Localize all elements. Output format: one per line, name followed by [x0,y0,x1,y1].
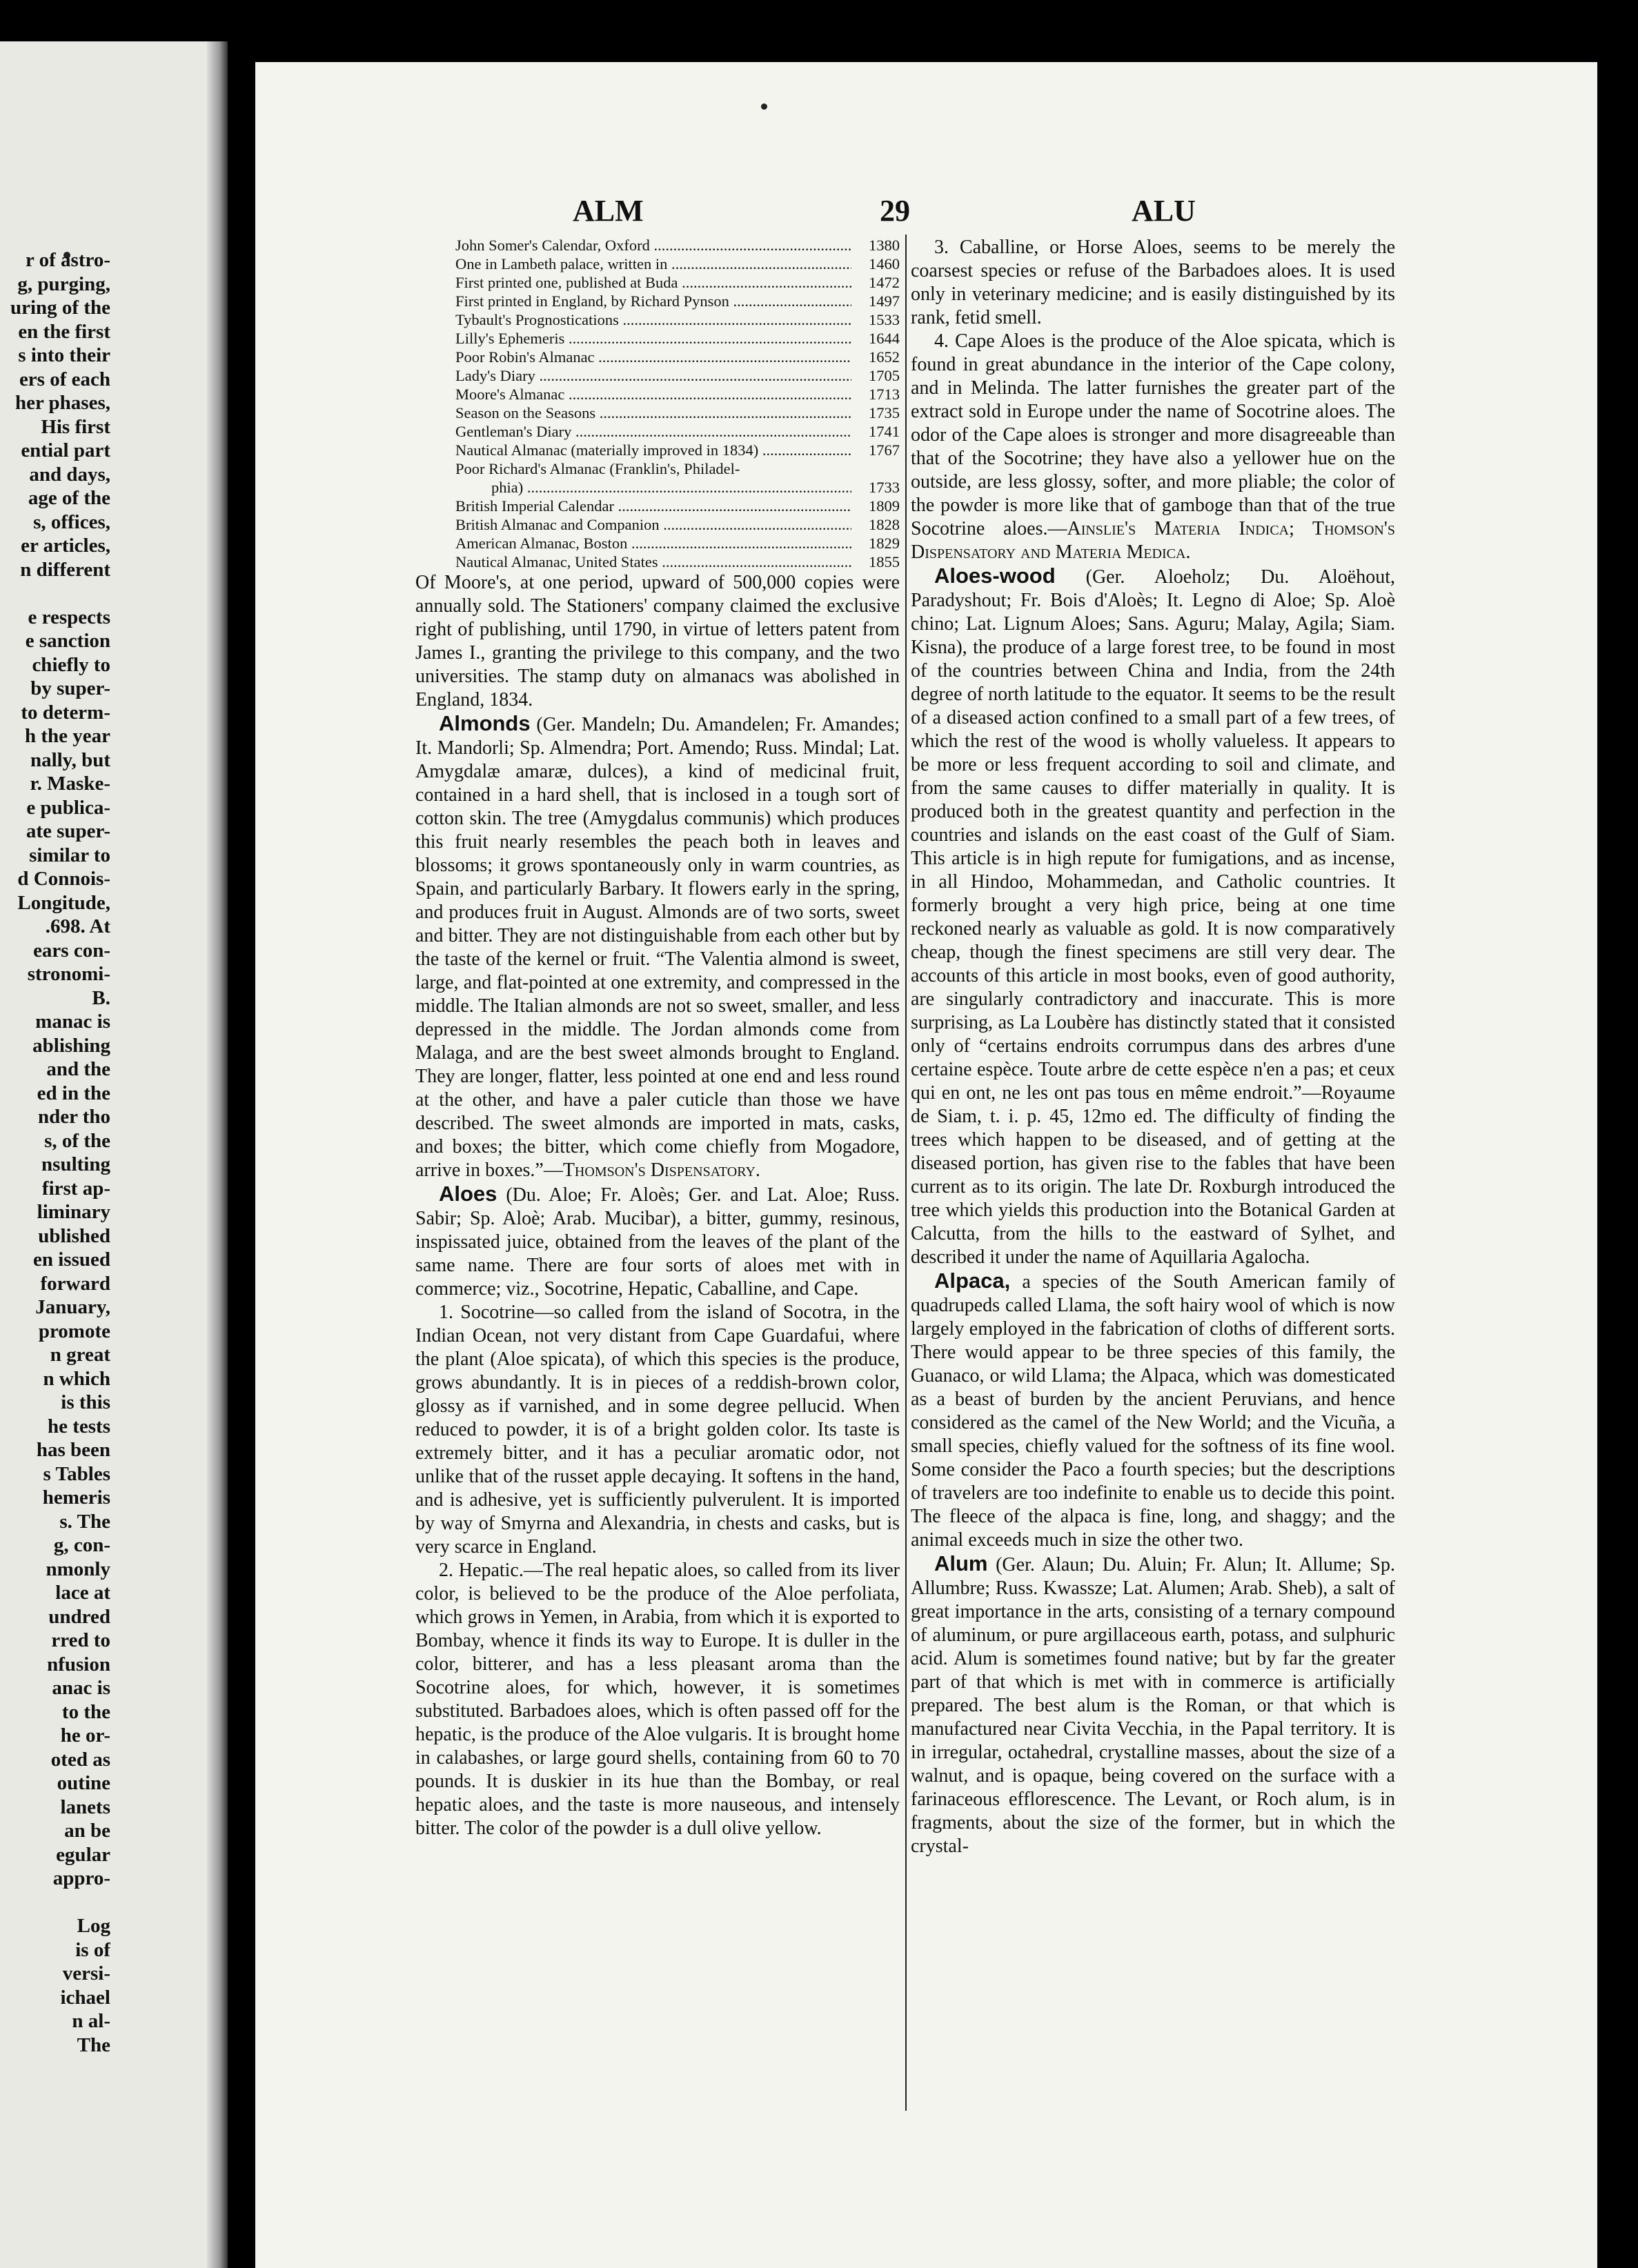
adjacent-page-sliver [0,41,228,2268]
aloes-cape [911,330,1395,564]
fragment-line: s Tables [43,1462,110,1485]
fragment-line: n different [20,558,110,581]
entry-body: (Ger. Alaun; Du. Aluin; Fr. Alun; It. Allume; Sp. Allumbre; Russ. Kwassze; Lat. Alumen; Arab. Sheb), a salt of great importance in the arts, consisting of a ternary compound of aluminum, or pure argillaceous earth, potass, and sulphuric acid. Alum is sometimes found native; but by far the greater part of that which is met with in commerce is artificially prepared. The best alum is the Roman, or that which is manufactured near Civita Vecchia, in the Papal territory. It is in irregular, octahedral, crystalline masses, about the size of a walnut, and is opaque, being covered on the surface with a farinaceous efflorescence. The Levant, or Roch alum, is in fragments, about the size of the former, but in which the crystal- [911,1554,1396,1857]
fragment-line: liminary [37,1201,110,1223]
left-column [415,236,900,1840]
fragment-line: hemeris [42,1486,110,1509]
entry-aloes [415,1182,900,1301]
entry-alpaca [911,1269,1395,1552]
fragment-line: g, con- [53,1534,110,1556]
entry-aloes-wood [911,564,1395,1269]
entry-alum [911,1552,1395,1858]
almanac-title: Nautical Almanac, United States ..... [455,553,851,571]
fragment-line: nmonly [46,1558,110,1580]
almanac-row [415,404,900,422]
entry-heading: Alum [934,1551,988,1575]
fragment-line: His first [41,415,110,438]
entry-body: 4. Cape Aloes is the produce of the Aloe spicata, which is found in great abundance in the interior of the Cape colony, and in Melinda. The latter furnishes the greater part of the extract sold in Europe under the name of Socotrine aloes. The odor of the Cape aloes is stronger and more disagreeable than that of the Socotrine; they have also a yellower hue on the outside, are less glossy, softer, and more pliable; the color of the powder is more like that of gamboge than that of the true Socotrine aloes.— [911,330,1395,539]
almanac-row [415,273,900,292]
entry-body: a species of the South American family of quadrupeds called Llama, the soft hairy wool of which is now largely employed in the fabrication of cloths of different sorts. There would appear to be three species of this family, the Guanaco, or wild Llama; the Alpaca, which was domesticated as a beast of burden by the ancient Peruvians, and hence considered as the camel of the New World; and the Vicuña, a small species, chiefly valued for the softness of its fine wool. Some consider the Paco a fourth species; but the descriptions of travelers are too indefinite to enable us to decide this point. The fleece of the alpaca is fine, long, and shaggy; and the animal exceeds much in size the other two. [911,1271,1396,1551]
almanac-year: 1497 [869,292,900,310]
fragment-line: nally, but [30,748,110,771]
column-rule [905,235,907,2111]
almanac-title: American Almanac, Boston ..... [455,534,851,553]
fragment-line: he or- [60,1724,110,1747]
almanac-year: 1705 [869,367,900,384]
entry-almonds [415,712,900,1182]
fragment-line: r of astro- [26,249,110,271]
fragment-line: ichael [60,1986,110,2009]
fragment-line: n al- [72,2010,110,2032]
fragment-line: ublished [38,1224,110,1247]
page-number: 29 [880,194,910,228]
fragment-line: ed in the [37,1082,110,1104]
running-header [255,193,1597,235]
almanac-row [415,422,900,441]
fragment-line: is of [75,1938,110,1961]
almanac-year: 1741 [869,423,900,440]
fragment-line: en issued [32,1249,110,1271]
fragment-line: her phases, [14,392,110,414]
fragment-line: nder tho [37,1106,110,1128]
almanac-year: 1733 [869,479,900,496]
almanac-year: 1472 [869,274,900,291]
entry-source: Thomson's Dispensatory. [562,1160,760,1181]
fragment-line: lanets [60,1796,110,1818]
fragment-line: to determ- [21,701,110,724]
almanac-year: 1767 [869,441,900,459]
fragment-line: age of the [28,487,110,509]
fragment-line: an be [64,1820,110,1842]
fragment-line: r. Maske- [30,773,110,795]
almanac-title: Tybault's Prognostications ..... [455,310,851,329]
almanac-title: Nautical Almanac (materially improved in 1834) ..... [455,441,851,459]
aloes-socotrine: 1. Socotrine—so called from the island of Socotra, in the Indian Ocean, not very distant from Cape Guardafui, where the plant (Aloe spicata), of which this species is the produce, grows abundantly. It is in pieces of a reddish-brown color, glossy as if varnished, and in some degree pellucid. When reduced to powder, it is of a bright golden color. Its taste is extremely bitter, and it has a peculiar aromatic odor, not unlike that of the russet apple decaying. It softens in the hand, and is adhesive, yet is sufficiently pulverulent. It is imported by way of Smyrna and Alexandria, in chests and casks, but is very scarce in England. [415,1302,900,1558]
fragment-line: and the [46,1058,110,1080]
almanac-title: John Somer's Calendar, Oxford ..... [455,236,851,255]
entry-body: (Du. Aloe; Fr. Aloès; Ger. and Lat. Aloe; Russ. Sabir; Sp. Aloè; Arab. Mucibar), a bitter, gummy, resinous, inspissated juice, obtained from the leaves of the plant of the same name. There are four sorts of aloes met with in commerce; viz., Socotrine, Hepatic, Caballine, and Cape. [415,1184,900,1300]
almanac-year: 1828 [869,516,900,533]
fragment-line: e publica- [26,796,110,819]
fragment-line: first ap- [41,1177,110,1200]
fragment-line: stronomi- [27,963,110,985]
fragment-line: rred to [51,1629,110,1651]
almanac-title: First printed one, published at Buda ..... [455,273,851,292]
book-gutter [207,41,228,2268]
almanac-row [415,329,900,348]
fragment-line: n great [50,1344,110,1366]
fragment-line: ate super- [26,820,110,842]
entry-heading: Aloes [439,1182,497,1206]
fragment-line: and days, [29,463,110,486]
fragment-line: is this [61,1391,110,1413]
fragment-line: uring of the [10,297,110,319]
aloes-hepatic: 2. Hepatic.—The real hepatic aloes, so called from its liver color, is believed to be the produce of the Aloe perfoliata, which grows in Yemen, in Arabia, from which it is exported to Bombay, whence it finds its way to Europe. It is duller in the color, bitterer, and has a less pleasant aroma than the Socotrine aloes, for which, however, it is sometimes substituted. Barbadoes aloes, which is often passed off for the hepatic, is the produce of the Aloe vulgaris. It is brought home in calabashes, or large gourd shells, containing from 60 to 70 pounds. It is duskier in its hue than the Bombay, or real hepatic aloes, and the taste is more nauseous, and intensely bitter. The color of the powder is a dull olive yellow. [415,1560,900,1839]
almanac-year: 1855 [869,553,900,570]
entry-heading: Alpaca, [934,1269,1011,1293]
book-page [255,62,1597,2268]
almanac-row [415,236,900,255]
fragment-line: d Connois- [17,868,110,890]
fragment-line: ears con- [33,939,110,962]
adjacent-page-text [0,248,110,2057]
almanac-title: phia) ..... [491,478,851,497]
almanac-row [415,441,900,459]
fragment-line: chiefly to [32,653,110,676]
almanac-title: Lilly's Ephemeris ..... [455,329,851,348]
almanac-title: One in Lambeth palace, written in ..... [455,255,851,273]
almanac-row [415,459,900,478]
almanac-row [415,366,900,385]
almanac-year: 1460 [869,255,900,272]
almanac-row [415,515,900,534]
fragment-line: e respects [28,606,110,628]
entry-names: (Ger. Mandeln; Du. Amandelen; Fr. Amandes; It. Mandorli; Sp. Almendra; Port. Amendo; Russ. Mindal; Lat. Amygdalæ amaræ, dulces), [415,714,900,782]
almanac-row [415,553,900,571]
almanac-title: British Imperial Calendar ..... [455,497,851,515]
fragment-line [0,581,110,606]
fragment-line: appro- [52,1867,110,1889]
fragment-line: oted as [50,1748,110,1771]
almanac-year: 1829 [869,535,900,552]
fragment-line: ential part [21,439,110,461]
almanac-title: Poor Robin's Almanac ..... [455,348,851,366]
fragment-line: s. The [59,1510,110,1533]
almanac-row [415,348,900,366]
almanac-title: British Almanac and Companion ..... [455,515,851,534]
fragment-line: January, [35,1296,110,1318]
right-column [911,236,1395,1858]
fragment-line: g, purging, [17,272,110,295]
entry-body: a kind of medicinal fruit, contained in a hard shell, that is inclosed in a tough sort of cotton skin. The tree (Amygdalus communis) which produces this fruit nearly resembles the peach both in leaves and blossoms; it grows spontaneously only in warm countries, as Spain, and particularly Barbary. It flowers early in the spring, and produces fruit in August. Almonds are of two sorts, sweet and bitter. They are not distinguishable from each other but by the taste of the kernel or fruit. “The Valentia almond is sweet, large, and flat-pointed at one extremity, and compressed in the middle. The Italian almonds are not so sweet, smaller, and less depressed in the middle. The Jordan almonds come from Malaga, and are the best sweet almonds brought to England. They are longer, flatter, less pointed at one end and less round at the other, and have a paler cuticle than those we have described. The sweet almonds are imported in mats, casks, and boxes; the bitter, which come chiefly from Mogadore, arrive in boxes.”— [415,761,900,1181]
almanac-year: 1644 [869,330,900,347]
fragment-line: versi- [62,1962,110,1984]
almanac-year [851,459,900,478]
fragment-line: h the year [24,725,110,747]
entry-heading: Almonds [439,711,531,735]
fragment-line: s, of the [44,1129,110,1152]
almanac-row [415,478,900,497]
almanac-list [415,236,900,571]
fragment-line: similar to [29,844,110,866]
almanac-title: Lady's Diary ..... [455,366,851,385]
fragment-line: promote [38,1320,110,1342]
almanac-year: 1713 [869,386,900,403]
almanac-title: Poor Richard's Almanac (Franklin's, Philadel- [455,460,740,477]
almanac-year: 1735 [869,404,900,421]
fragment-line: The [77,2033,110,2056]
almanac-title: Moore's Almanac ..... [455,385,851,404]
fragment-line: Longitude, [17,891,110,914]
fragment-line: forward [40,1272,110,1295]
fragment-line: ablishing [32,1034,110,1057]
entry-heading: Aloes-wood [934,564,1056,588]
ink-dot [761,103,767,110]
almanac-title: Gentleman's Diary ..... [455,422,851,441]
fragment-line: by super- [30,677,110,699]
almanac-year: 1809 [869,497,900,515]
fragment-line: undred [48,1605,110,1628]
fragment-line: egular [56,1843,110,1866]
almanac-row [415,310,900,329]
fragment-line: .698. At [45,915,110,937]
fragment-line: er articles, [21,535,110,557]
fragment-line: anac is [52,1677,110,1699]
almanac-year: 1380 [869,237,900,254]
fragment-line: n which [43,1367,110,1390]
fragment-line: nfusion [47,1653,110,1675]
fragment-line: nsulting [41,1153,110,1175]
almanac-row [415,385,900,404]
almanac-row [415,292,900,310]
fragment-line: outine [57,1772,110,1794]
header-left-guide-word: ALM [573,194,644,228]
fragment-line: he tests [47,1415,110,1438]
almanac-title: First printed in England, by Richard Pynson ..... [455,292,851,310]
moore-paragraph: Of Moore's, at one period, upward of 500,000 copies were annually sold. The Stationers' company claimed the exclusive right of publishing, until 1790, in virtue of letters patent from James I., granting the privilege to this company, and the two universities. The stamp duty on almanacs was abolished in England, 1834. [415,572,900,710]
entry-source: Ainslie's Materia Indica; Thomson's Dispensatory and Materia Medica. [911,518,1395,563]
fragment-line: Log [77,1915,110,1937]
header-right-guide-word: ALU [1132,194,1196,228]
fragment-line [0,1891,110,1915]
aloes-caballine: 3. Caballine, or Horse Aloes, seems to be merely the coarsest species or refuse of the Barbadoes aloes. It is used only in veterinary medicine; and is easily distinguished by its rank, fetid smell. [911,237,1395,328]
fragment-line: lace at [55,1582,110,1604]
fragment-line: ers of each [19,368,110,390]
almanac-row [415,534,900,553]
fragment-line: B. [92,986,110,1009]
almanac-title: Season on the Seasons ..... [455,404,851,422]
fragment-line: e sanction [25,630,110,652]
fragment-line: s into their [18,344,110,366]
almanac-row [415,255,900,273]
fragment-line: en the first [18,320,110,343]
fragment-line: s, offices, [33,510,110,533]
almanac-year: 1533 [869,311,900,328]
fragment-line: manac is [35,1011,110,1033]
almanac-year: 1652 [869,348,900,366]
fragment-line: to the [61,1700,110,1723]
fragment-line: has been [36,1439,110,1461]
entry-body: (Ger. Aloeholz; Du. Aloëhout, Paradyshout; Fr. Bois d'Aloès; It. Legno di Aloe; Sp. Aloè chino; Lat. Lignum Aloes; Sans. Aguru; Malay, Agila; Siam. Kisna), the produce of a large forest tree, to be found in most of the countries between China and India, from the 24th degree of north latitude to the equator. It seems to be the result of a diseased action confined to a small part of a few trees, of which the rest of the wood is wholly valueless. It appears to be more or less frequent according to soil and climate, and from the same causes to differ materially in quality. It is produced both in the greatest quantity and perfection in the countries and islands on the east coast of the Gulf of Siam. This article is in high repute for fumigations, and as incense, in all Hindoo, Mohammedan, and Catholic countries. It formerly brought a very high price, being at one time reckoned nearly as valuable as gold. It is now comparatively cheap, though the finest specimens are still very dear. The accounts of this article in most books, even of good authority, are singularly contradictory and inaccurate. This is more surprising, as La Loubère has distinctly stated that it consisted only of “certains endroits corrumpus dans des arbres d'une certaine espèce. Toute arbre de cette espèce n'en a pas; et ceux qui en ont, ne les ont pas tous en même endroit.”—Royaume de Siam, t. i. p. 45, 12mo ed. The difficulty of finding the trees which happen to be diseased, and of getting at the diseased portion, has given rise to the fables that have been current as to its origin. The late Dr. Roxburgh introduced the tree which yields this production into the Botanical Garden at Calcutta, from the hills to the eastward of Sylhet, and described it under the name of Aquillaria Agalocha. [911,566,1395,1268]
almanac-row [415,497,900,515]
